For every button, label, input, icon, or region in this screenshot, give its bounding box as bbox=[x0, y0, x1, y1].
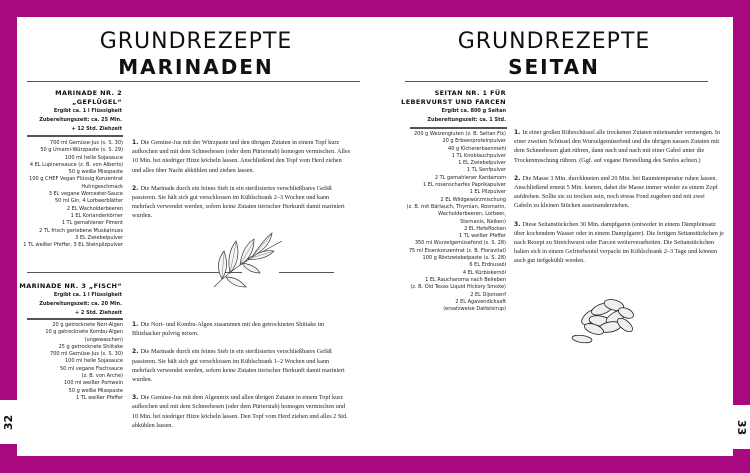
ingredient: 1 TL gemahlener Piment bbox=[61, 220, 123, 227]
page-number: 32 bbox=[2, 414, 15, 430]
step: 1. Die Gemüse-Jus mit der Würzpaste und den übrigen Zutaten in einem Topf kurz aufkochen und mit dem Schneebesen (oder dem Pürierstab) homogen vermischen. Alles 10 Min. bei niedriger Hitze köcheln lassen. Anschließend den Topf vom Herd ziehen und alles über Nacht abkühlen und ziehen lassen. bbox=[132, 139, 351, 174]
step: 2. Die Marinade durch ein feines Sieb in ein sterilisiertes verschließbares Gefäß passieren. Sie hält sich gut verschlossen im Kühlschrank 2–3 Wochen und kann mehrfach verwendet werden, sofern keine Zutaten tierischer Herkunft damit mariniert wurden. bbox=[132, 184, 345, 220]
ingredient: 1 EL Korianderkörner bbox=[70, 212, 123, 219]
ingredient: 100 g Röstzwiebelpaste (s. S. 28) bbox=[422, 255, 506, 262]
ingredient: 20 g getrocknete Nori-Algen bbox=[52, 322, 123, 328]
recipe-header-marinade-2 bbox=[17, 89, 122, 134]
ingredient: 1 TL Senfpulver bbox=[466, 167, 506, 174]
bay-leaf-sprig-icon bbox=[212, 229, 287, 291]
step: 3. Diese Seitanstückchen 30 Min. dampfgaren (entweder in einem Dämpfeinsatz über kochendem Wasser oder in einem Dampfgarer). Die fertigen Seitanstückchen je nach Rezept zu Streichwurst oder Farcen weiterverarbeiten. Die Seitanstückchen halten sich in einem Gefrierbeutel verpackt im Kühlschrank 2–3 Tage und können auch gut tiefgekühlt werden. bbox=[514, 220, 724, 265]
ingredient: Sternanis, Nelken) bbox=[460, 218, 506, 225]
ingredient: 100 ml weißer Portwein bbox=[63, 380, 123, 387]
ingredient: 3 EL Zwiebelpulver bbox=[75, 234, 123, 241]
page-number-tab-right bbox=[733, 405, 750, 449]
title-bottom: SEITAN bbox=[508, 55, 600, 79]
title-bottom: MARINADEN bbox=[118, 55, 274, 79]
recipe-name: SEITAN NR. 1 FÜR bbox=[434, 89, 506, 97]
ingredients-divider bbox=[27, 318, 123, 320]
ingredient: 2 EL Wildgewürzmischung bbox=[440, 196, 506, 203]
ingredients-list-marinade-3 bbox=[17, 322, 123, 402]
ingredient: 1 TL Knoblauchpulver bbox=[451, 152, 506, 159]
ingredient: 2 TL frisch geriebene Muskatnuss bbox=[39, 227, 123, 234]
ingredient: 50 ml vegane Fischsauce bbox=[60, 365, 123, 372]
ingredient: 10 g getrocknete Kombu-Algen bbox=[45, 329, 123, 336]
ingredient: 700 ml Gemüse-Jus (s. S. 30) bbox=[50, 351, 123, 358]
ingredient: 1 EL Raucharoma nach Belieben bbox=[425, 276, 506, 283]
ingredient: 50 g weiße Misopaste bbox=[68, 169, 123, 176]
ingredient: 100 ml helle Sojasauce bbox=[64, 154, 123, 161]
left-page bbox=[17, 17, 375, 456]
recipe-prep-time: Zubereitungszeit: ca. 20 Min. bbox=[39, 301, 122, 307]
ingredients-divider bbox=[27, 135, 123, 137]
ingredients-list-seitan-1 bbox=[375, 131, 506, 313]
ingredient: (z. B. mit Bärlauch, Thymian, Rosmarin, bbox=[406, 203, 506, 210]
ingredient: 6 EL Erdnussöl bbox=[469, 262, 506, 269]
ingredient: 2 EL Agavendicksaft bbox=[455, 298, 506, 305]
ingredient: (z. B. Old Texas Liquid Hickory Smoke) bbox=[410, 284, 506, 291]
ingredient: 3 EL vegane Worcester-Sauce bbox=[48, 191, 123, 198]
right-page bbox=[375, 17, 733, 456]
step: 2. Die Marinade durch ein feines Sieb in ein sterilisiertes verschließbares Gefäß passieren. Sie hält sich gut verschlossen im Kühlschrank 1–2 Wochen und kann mehrfach verwendet werden, sofern keine Zutaten tierischer Herkunft damit mariniert wurden. bbox=[132, 348, 345, 384]
ingredient: 100 ml helle Sojasauce bbox=[64, 358, 123, 365]
cardamom-pods-icon bbox=[570, 295, 640, 345]
steps-marinade-3 bbox=[132, 320, 352, 439]
ingredient: (z. B. von Arche) bbox=[81, 373, 123, 380]
ingredient: 1 TL weißer Pfeffer, 3 EL Steinpilzpulver bbox=[23, 242, 123, 249]
steps-marinade-2 bbox=[132, 138, 352, 230]
title-top: GRUNDREZEPTE bbox=[99, 29, 293, 54]
recipe-name-line2: LEBERVURST UND FARCEN bbox=[401, 98, 506, 106]
ingredient: 50 g weiße Misopaste bbox=[68, 387, 123, 394]
recipe-extra-time: + 2 Std. Ziehzeit bbox=[74, 310, 122, 316]
section-divider bbox=[27, 272, 242, 273]
ingredient: 1 EL Zwiebelpulver bbox=[458, 160, 506, 167]
ingredient: 50 g Umami-Würzpaste (s. S. 29) bbox=[40, 147, 123, 154]
step: 3. Die Gemüse-Jus mit dem Algenmix und allen übrigen Zutaten in einem Topf kurz aufkochen und mit dem Schneebesen (oder dem Pürierstab) homogen vermischen und 10 Min. bei niedriger Hitze köcheln lassen. Den Topf vom Herd ziehen und alles 2 Std. abkühlen lassen. bbox=[132, 394, 348, 429]
page-number: 33 bbox=[735, 419, 748, 435]
left-page-title bbox=[17, 29, 375, 79]
ingredient: 700 ml Gemüse-Jus (s. S. 30) bbox=[50, 140, 123, 146]
recipe-prep-time: Zubereitungszeit: ca. 1 Std. bbox=[427, 117, 506, 123]
title-divider bbox=[27, 81, 360, 82]
step: 1. Die Nori- und Kombu-Algen zusammen mit den getrockneten Shiitake im Blitzhacker pulvrig mixen. bbox=[132, 321, 325, 338]
ingredient: (ungewaschen) bbox=[84, 336, 123, 343]
recipe-name: MARINADE NR. 3 „FISCH“ bbox=[19, 282, 122, 290]
recipe-yield: Ergibt ca. 1 l Flüssigkeit bbox=[53, 292, 122, 298]
title-divider bbox=[405, 81, 708, 82]
ingredient: 2 EL Hefeflocken bbox=[464, 225, 506, 232]
recipe-extra-time: + 12 Std. Ziehzeit bbox=[71, 126, 122, 132]
ingredient: 100 g CHEF Vegan Flüssig Konzentrat bbox=[29, 176, 123, 183]
ingredient: 1 EL rosenscharfes Paprikapulver bbox=[422, 182, 506, 189]
recipe-header-marinade-3 bbox=[17, 282, 122, 318]
recipe-header-seitan-1 bbox=[375, 89, 506, 125]
recipe-name-line2: „GEFLÜGEL“ bbox=[72, 98, 122, 106]
ingredient: 75 ml Eisenkonzentrat (z. B. Floravital) bbox=[408, 247, 506, 254]
ingredient: 4 EL Lupinensauce (z. B. von Alberts) bbox=[29, 161, 123, 168]
ingredient: Wacholderbeeren, Lorbeer, bbox=[438, 211, 506, 218]
recipe-yield: Ergibt ca. 800 g Seitan bbox=[441, 108, 506, 114]
ingredient: 40 g Kichererbsenmehl bbox=[448, 145, 506, 152]
ingredient: 4 EL Kürbiskernöl bbox=[462, 269, 506, 276]
ingredient: 1 TL weißer Pfeffer bbox=[458, 233, 506, 240]
recipe-name: MARINADE NR. 2 bbox=[55, 89, 122, 97]
recipe-yield: Ergibt ca. 1 l Flüssigkeit bbox=[53, 108, 122, 114]
ingredients-divider bbox=[410, 127, 507, 129]
steps-seitan-1 bbox=[514, 128, 724, 275]
step: 2. Die Masse 3 Min. durchkneten und 20 Min. bei Raumtemperatur ruhen lassen. Anschließend erneut 5 Min. kneten, dabei die Masse immer wieder zu einem Zopf aufdrehen. Sollte sie zu trocken sein, noch etwas Fond zugeben und mit zwei Gabeln zu kleinen Stücken auseinanderziehen. bbox=[514, 174, 718, 210]
ingredient: 25 g getrocknete Shiitake bbox=[58, 343, 123, 350]
ingredients-list-marinade-2 bbox=[17, 140, 123, 249]
ingredient: 200 g Weizengluten (z. B. Seitan Fix) bbox=[413, 131, 506, 137]
ingredient: Huhngeschmack bbox=[81, 183, 123, 190]
title-top: GRUNDREZEPTE bbox=[457, 29, 651, 54]
page-number-tab-left bbox=[0, 400, 17, 444]
section-divider-right bbox=[279, 272, 334, 273]
recipe-prep-time: Zubereitungszeit: ca. 25 Min. bbox=[39, 117, 122, 123]
ingredient: 2 TL gemahlener Kardamom bbox=[434, 174, 506, 181]
step: 1. In einer großen Rührschüssel alle trockenen Zutaten miteinander vermengen. In einer zweiten Schüssel den Wurzelgemüsefond und die übrigen nassen Zutaten mit dem Schneebesen glatt rühren, dann nach und nach mit einer Gabel unter die Trockenmischung rühren. (Ggf. auf vegane Herstellung des Senfes achten.) bbox=[514, 129, 721, 164]
right-page-title bbox=[375, 29, 733, 79]
ingredient: 2 EL Wacholderbeeren bbox=[66, 205, 123, 212]
ingredient: 350 ml Wurzelgemüsefond (s. S. 28) bbox=[414, 240, 506, 247]
ingredient: 2 EL Dijonsenf bbox=[470, 291, 506, 298]
ingredient: 20 g Erbsenproteinpulver bbox=[442, 138, 506, 145]
ingredient: 1 TL weißer Pfeffer bbox=[75, 394, 123, 401]
ingredient: (ersatzweise Dattelsirup) bbox=[443, 306, 506, 313]
ingredient: 1 EL Pilzpulver bbox=[469, 189, 506, 196]
ingredient: 50 ml Gin, 4 Lorbeerblätter bbox=[54, 198, 123, 205]
